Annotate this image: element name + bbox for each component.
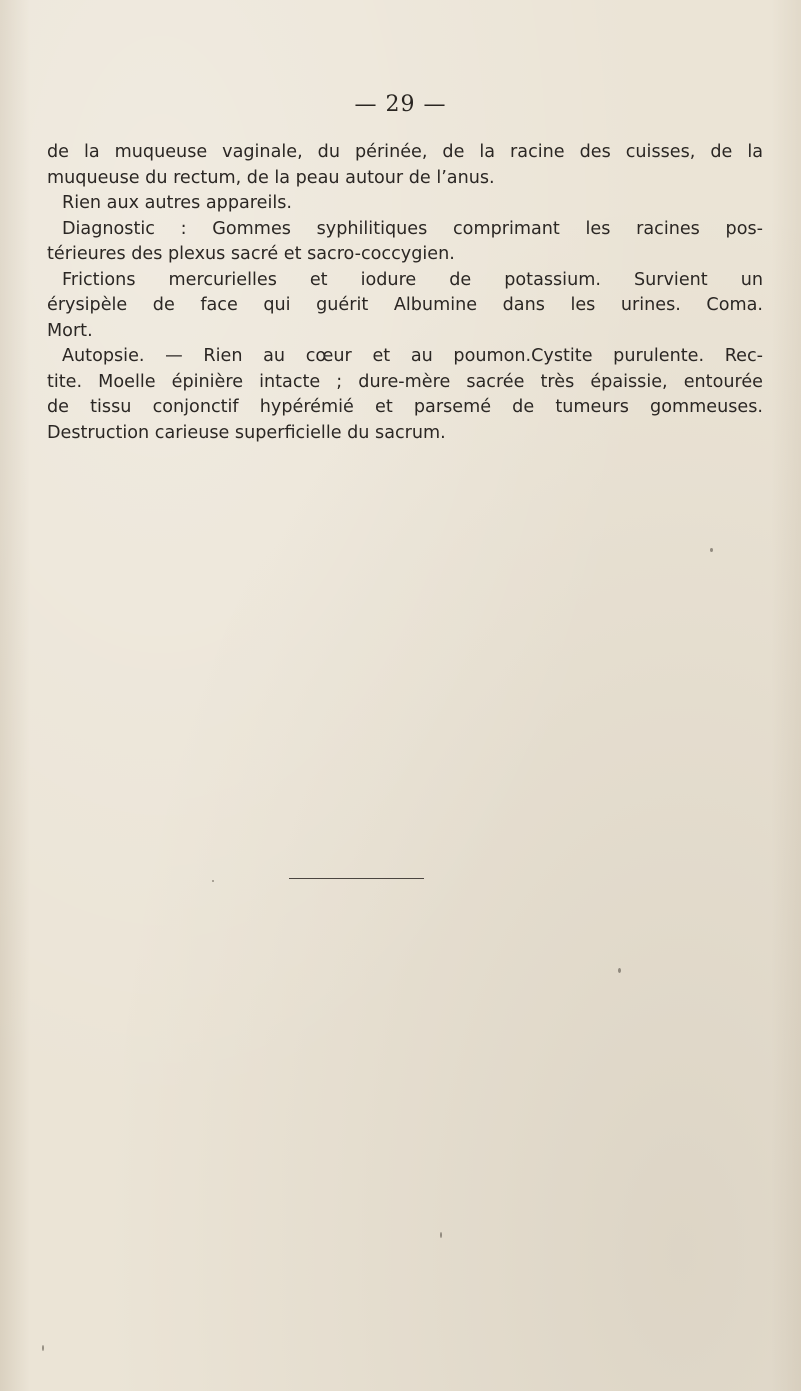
body-text [47,140,763,446]
text-line-3: Rien aux autres appareils. [62,193,292,213]
paper-speck [710,548,713,552]
text-line-7: érysipèle de face qui guérit Albumine dans les urines. Coma. [47,295,763,315]
text-line-10: tite. Moelle épinière intacte ; dure-mère sacrée très épaissie, entourée [47,371,763,392]
paper-speck [618,968,621,973]
page-number: — 29 — [354,92,447,117]
text-line-9: Autopsie. — Rien au cœur et au poumon.Cystite purulente. Rec- [62,346,763,366]
text-line-5: térieures des plexus sacré et sacro-coccygien. [47,244,455,264]
text-line-11: de tissu conjonctif hypérémié et parsemé de tumeurs gommeuses. [47,397,763,417]
text-line-8: Mort. [47,320,93,341]
section-divider [289,878,424,879]
text-line-12: Destruction carieuse superficielle du sacrum. [47,422,446,443]
text-line-4: Diagnostic : Gommes syphilitiques comprimant les racines pos- [62,218,763,239]
paper-speck [42,1345,44,1351]
paper-speck [212,880,214,882]
text-line-1: de la muqueuse vaginale, du périnée, de la racine des cuisses, de la [47,142,763,162]
text-line-2: muqueuse du rectum, de la peau autour de l’anus. [47,167,495,188]
paper-speck [440,1232,442,1238]
text-line-6: Frictions mercurielles et iodure de potassium. Survient un [62,269,763,290]
